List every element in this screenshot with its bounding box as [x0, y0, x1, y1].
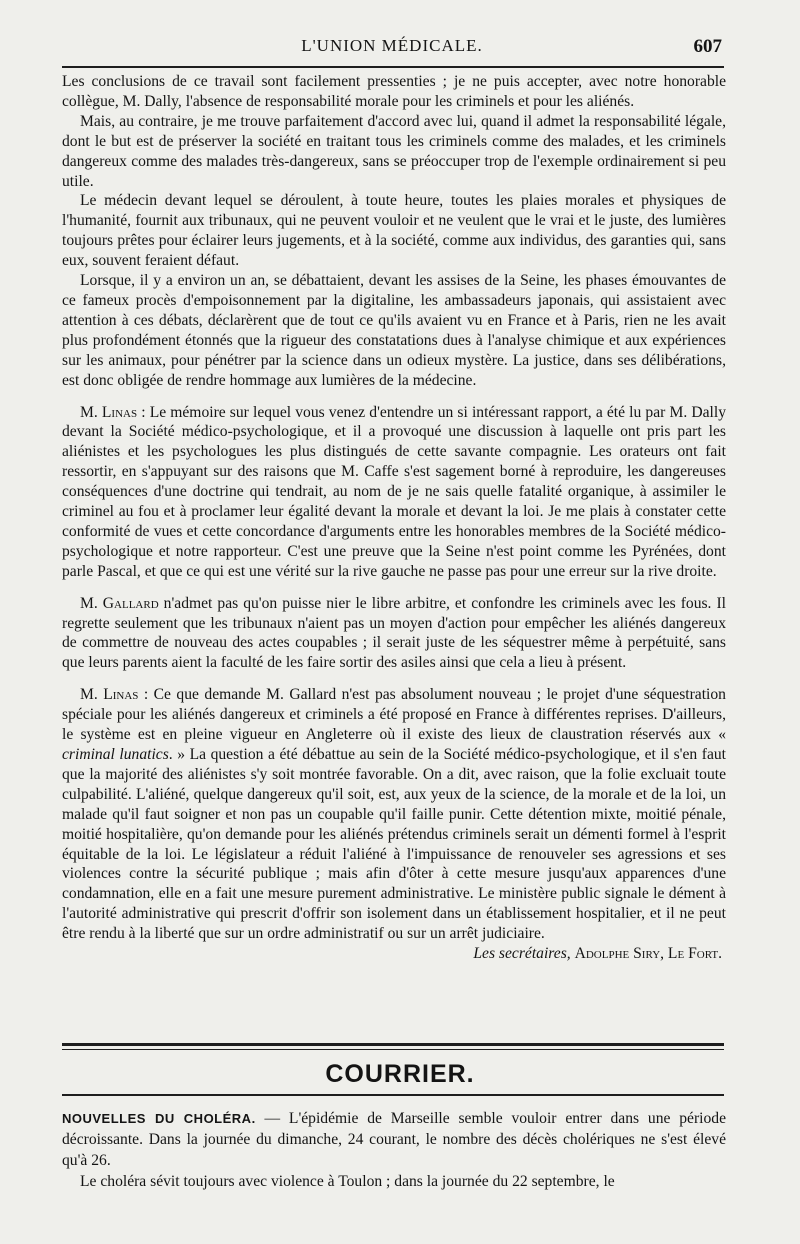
speaker-name: M. Linas :: [80, 686, 149, 704]
article-body: [62, 72, 726, 964]
page-header: [62, 34, 722, 64]
signature-names: Adolphe Siry, Le Fort.: [574, 945, 722, 963]
speech-text: n'admet pas qu'on puisse nier le libre arbitre, et confondre les criminels avec les fous. Il regrette seulement que les tribunaux n'aient pas un moyen d'action pour empêcher les aliénés dangereux de commettre de nouveau des actes coupables ; il serait juste de les séquestrer même à perpétuité, sans que leurs parents aient la faculté de les faire sortir des asiles ainsi que cela a lieu à présent.: [62, 594, 726, 672]
speaker-name: M. Gallard: [80, 594, 159, 612]
discussion-linas-2: [62, 685, 726, 944]
signature: [62, 944, 726, 964]
news-paragraph-marseille: [62, 1108, 726, 1171]
speech-italic: criminal lunatics: [62, 746, 169, 763]
signature-label: Les secrétaires,: [473, 945, 571, 963]
running-title: L'UNION MÉDICALE.: [301, 36, 483, 55]
section-rule-top-thin: [62, 1049, 724, 1050]
speech-text: Le mémoire sur lequel vous venez d'entendre un si intéressant rapport, a été lu par M. Dally devant la Société médico-psychologique, et il a provoqué une discussion à laquelle ont pris part les aliénistes et les psychologues les plus distingués de cette savante compagnie. Les orateurs ont fait ressortir, en s'appuyant sur des raisons que M. Caffe s'est sagement borné à reproduire, les dangereuses conséquences d'une doctrine qui tendrait, au nom de je ne sais quelle fatalité organique, à assimiler le criminel au fou et à proclamer leur égalité devant la morale et devant la loi. Je me plais à constater cette conformité de vues et cette concordance d'arguments entre les honorables membres de la Société médico-psychologique et notre rapporteur. C'est une preuve que la Seine n'est point comme les Pyrénées, dont parle Pascal, et que ce qui est une vérité sur la rive gauche ne passe pas pour une erreur sur la rive droite.: [62, 403, 726, 580]
news-paragraph-toulon: Le choléra sévit toujours avec violence à Toulon ; dans la journée du 22 septembre, le: [80, 1173, 615, 1190]
discussion-gallard: [62, 594, 726, 674]
paragraph-medecin: Le médecin devant lequel se déroulent, à toute heure, toutes les plaies morales et physiques de l'humanité, fournit aux tribunaux, qui ne peuvent vouloir et ne veulent que le vrai et le juste, des lumières toujours prêtes pour éclairer leurs jugements, et à la société, comme aux individus, des garanties qui, sans eux, souvent feraient défaut.: [62, 192, 726, 270]
news-body: [62, 1108, 726, 1192]
news-lead: NOUVELLES DU CHOLÉRA.: [62, 1111, 256, 1126]
page-number: 607: [693, 36, 722, 57]
section-rule-bottom: [62, 1094, 724, 1096]
speech-text: . » La question a été débattue au sein de la Société médico-psychologique, et il s'en faut que la majorité des aliénistes s'y soit montrée favorable. On a dit, avec raison, que la folie excluait toute culpabilité. L'aliéné, quelque dangereux qu'il soit, est, aux yeux de la science, de la morale et de la loi, un malade qu'il faut soigner et non pas un coupable qu'il faille punir. Cette détention mixte, moitié pénale, moitié hospitalière, qu'on demande pour les aliénés prétendus criminels serait un démenti formel à l'esprit équitable de la loi. Le législateur a réduit l'aliéné à l'impuissance de renouveler ses agressions et ses violences contre la sécurité publique ; mais afin d'ôter à cette mesure jusqu'aux apparences d'une condamnation, elle en a fait une mesure purement administrative. Le ministère public signale le dément à l'autorité administrative qui prescrit d'offrir son isolement dans un établissement hospitalier, et il ne peut être rendu à la liberté que sur un ordre administratif ou sur un arrêt judiciaire.: [62, 746, 726, 943]
section-rule-top: [62, 1043, 724, 1046]
news-text: — L'épidémie de Marseille semble vouloir entrer dans une période décroissante. Dans la journée du dimanche, 24 courant, le nombre des décès cholériques ne s'est élevé qu'à 26.: [62, 1110, 726, 1169]
paragraph-conclusions: Les conclusions de ce travail sont facilement pressenties ; je ne puis accepter, avec notre honorable collègue, M. Dally, l'absence de responsabilité morale pour les criminels et pour les aliénés.: [62, 73, 726, 110]
discussion-linas-1: [62, 403, 726, 582]
paragraph-responsabilite: Mais, au contraire, je me trouve parfaitement d'accord avec lui, quand il admet la responsabilité légale, dont le but est de préserver la société en traitant tous les criminels comme des malades, et les criminels dangereux comme des malades très-dangereux, sans se préoccuper trop de l'exemple ordinairement si peu utile.: [62, 112, 726, 190]
header-rule: [62, 66, 724, 68]
speaker-name: M. Linas :: [80, 403, 146, 421]
speech-text: Ce que demande M. Gallard n'est pas absolument nouveau ; le projet d'une séquestration spéciale pour les aliénés dangereux et criminels a été proposé en France à différentes reprises. D'ailleurs, le système est en pleine vigueur en Angleterre où il existe des lieux de claustration réservés aux «: [62, 686, 726, 744]
section-title: COURRIER.: [325, 1060, 475, 1088]
paragraph-digitaline: Lorsque, il y a environ un an, se débattaient, devant les assises de la Seine, les phases émouvantes de ce fameux procès d'empoisonnement par la digitaline, les ambassadeurs japonais, qui assistaient avec attention à ces débats, déclarèrent que de tout ce qu'ils avaient vu en France et à Paris, rien ne les avait plus profondément étonnés que la rigueur des constatations dues à l'analyse chimique et aux expériences sur les animaux, pour pénétrer par la science dans un odieux mystère. La justice, dans ses délibérations, est donc obligée de rendre hommage aux lumières de la médecine.: [62, 272, 726, 389]
